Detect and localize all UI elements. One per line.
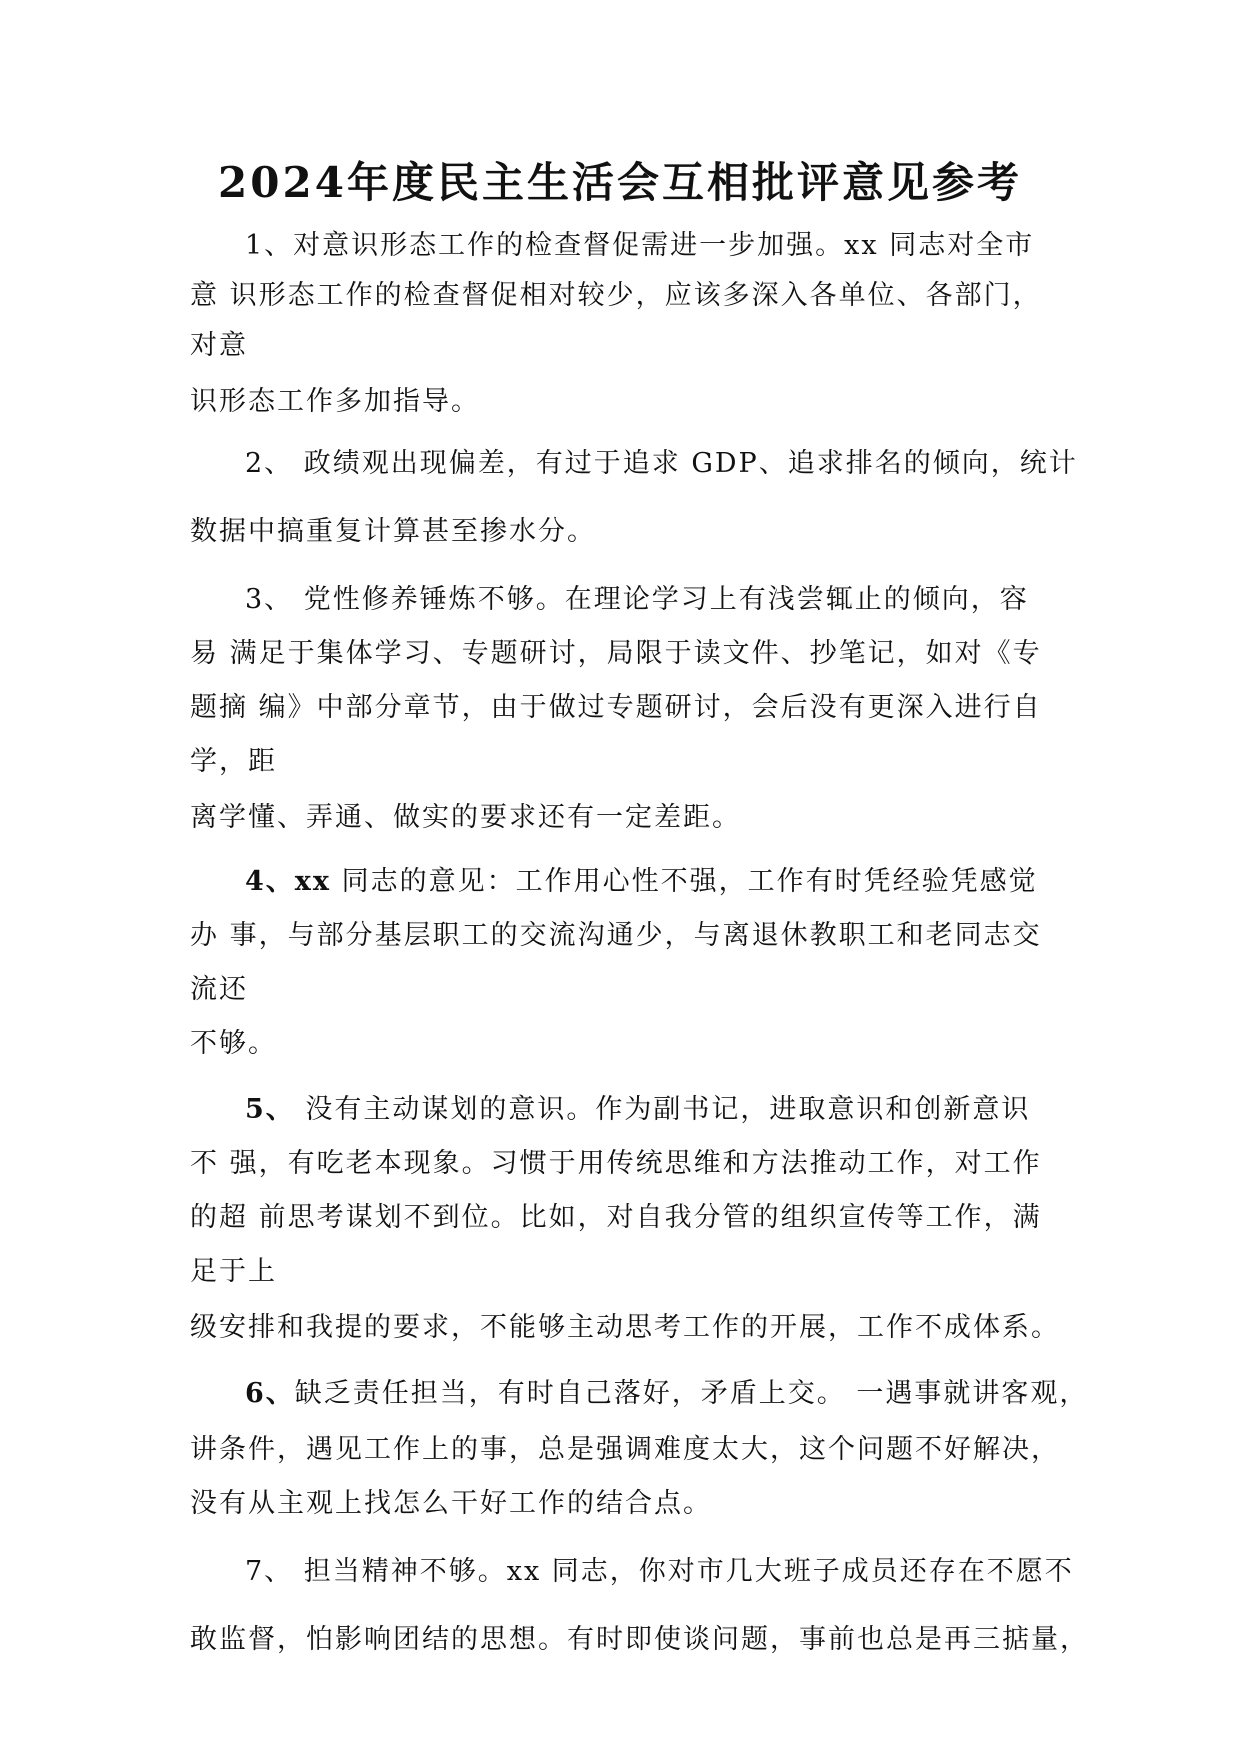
paragraph-line: 学，距 xyxy=(190,746,277,777)
paragraph-line: 离学懂、弄通、做实的要求还有一定差距。 xyxy=(190,802,741,833)
paragraph-line: 没有从主观上找怎么干好工作的结合点。 xyxy=(190,1488,712,1519)
paragraph-line: 敢监督，怕影响团结的思想。有时即使谈问题，事前也总是再三掂量， xyxy=(190,1624,1089,1655)
paragraph-line: 不 强，有吃老本现象。习惯于用传统思维和方法推动工作，对工作 xyxy=(190,1148,1042,1179)
paragraph-line: 足于上 xyxy=(190,1256,277,1287)
paragraph-line: 1、对意识形态工作的检查督促需进一步加强。xx 同志对全市 xyxy=(245,230,1035,261)
item-number: 4、xx xyxy=(245,866,331,897)
paragraph-line: 7、 担当精神不够。xx 同志，你对市几大班子成员还存在不愿不 xyxy=(245,1556,1074,1587)
paragraph-line: 流还 xyxy=(190,974,248,1005)
paragraph-line: 不够。 xyxy=(190,1028,277,1059)
item-number: 5、 xyxy=(245,1094,295,1125)
paragraph-line: 数据中搞重复计算甚至掺水分。 xyxy=(190,516,596,547)
paragraph-line: 办 事，与部分基层职工的交流沟通少，与离退休教职工和老同志交 xyxy=(190,920,1042,951)
paragraph-line: 题摘 编》中部分章节，由于做过专题研讨，会后没有更深入进行自 xyxy=(190,692,1042,723)
paragraph-line: 对意 xyxy=(190,330,248,361)
paragraph-line: 2、 政绩观出现偏差，有过于追求 GDP、追求排名的倾向，统计 xyxy=(245,448,1078,479)
paragraph-line: 识形态工作多加指导。 xyxy=(190,386,480,417)
paragraph-line xyxy=(245,1376,1088,1412)
paragraph-text: 没有主动谋划的意识。作为副书记，进取意识和创新意识 xyxy=(294,1094,1031,1125)
item-number: 6、 xyxy=(245,1378,295,1409)
paragraph-text: 缺乏责任担当，有时自己落好，矛盾上交。 一遇事就讲客观， xyxy=(294,1378,1089,1409)
paragraph-line: 意 识形态工作的检查督促相对较少，应该多深入各单位、各部门， xyxy=(190,280,1042,311)
paragraph-line xyxy=(245,1092,1030,1128)
paragraph-line: 3、 党性修养锤炼不够。在理论学习上有浅尝辄止的倾向，容 xyxy=(245,584,1029,615)
paragraph-line: 易 满足于集体学习、专题研讨，局限于读文件、抄笔记，如对《专 xyxy=(190,638,1042,669)
paragraph-line xyxy=(245,864,1038,900)
paragraph-text: 同志的意见：工作用心性不强，工作有时凭经验凭感觉 xyxy=(330,866,1038,897)
paragraph-line: 讲条件，遇见工作上的事，总是强调难度太大，这个问题不好解决， xyxy=(190,1434,1060,1465)
document-title: 2024年度民主生活会互相批评意见参考 xyxy=(218,158,1022,207)
paragraph-line: 级安排和我提的要求，不能够主动思考工作的开展，工作不成体系。 xyxy=(190,1312,1060,1343)
paragraph-line: 的超 前思考谋划不到位。比如，对自我分管的组织宣传等工作，满 xyxy=(190,1202,1042,1233)
